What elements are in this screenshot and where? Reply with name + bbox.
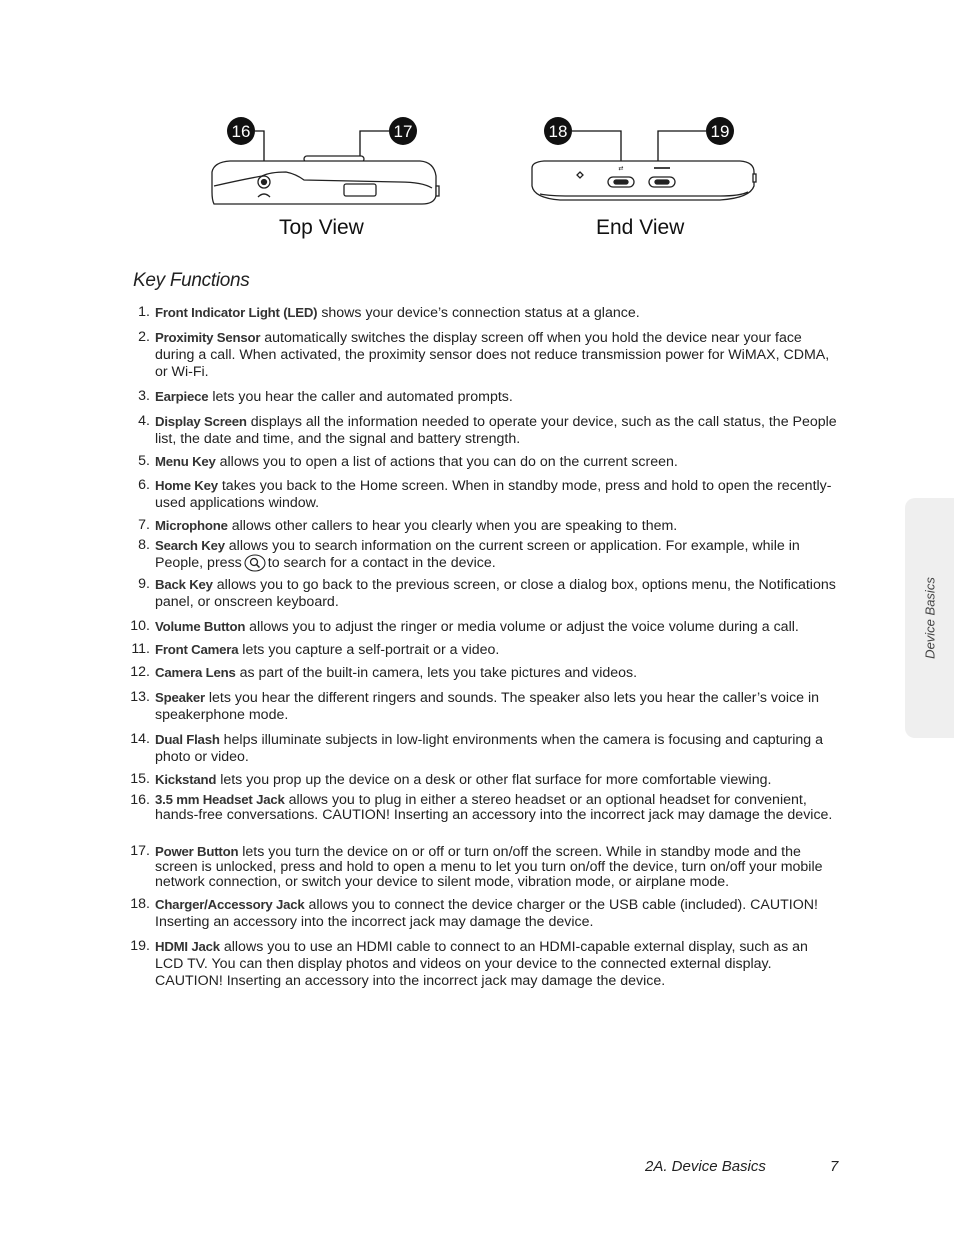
list-item <box>128 938 840 990</box>
list-item <box>128 576 840 611</box>
end-view-device <box>532 161 756 200</box>
callout-18 <box>544 117 572 145</box>
item-number: 3. <box>138 388 150 404</box>
item-term: Kickstand <box>155 772 217 787</box>
item-number: 2. <box>138 329 150 345</box>
item-term: HDMI Jack <box>155 939 220 954</box>
item-term: Display Screen <box>155 414 247 429</box>
top-view-device <box>212 156 439 204</box>
list-item <box>128 793 840 822</box>
item-number: 17. <box>130 843 150 859</box>
list-item <box>128 896 840 931</box>
item-text: displays all the information needed to operate your device, such as the call status, the People list, the date and time, and the signal and battery strength. <box>155 414 837 447</box>
item-text: automatically switches the display screen off when you hold the device near your face during a call. When activated, the proximity sensor does not reduce transmission power for WiMAX, CDMA, or Wi-Fi. <box>155 330 830 380</box>
item-term: Front Camera <box>155 642 239 657</box>
list-item <box>128 538 840 572</box>
list-item <box>128 329 840 381</box>
item-text-after: to search for a contact in the device. <box>267 555 496 571</box>
page-number: 7 <box>830 1158 839 1175</box>
item-text: allows you to go back to the previous screen, or close a dialog box, options menu, the Notifications panel, or onscreen keyboard. <box>155 577 836 610</box>
item-term: Dual Flash <box>155 732 220 747</box>
side-tab-label: Device Basics <box>922 577 938 659</box>
list-item <box>128 664 840 682</box>
section-title: Key Functions <box>133 270 250 291</box>
item-text: allows other callers to hear you clearly when you are speaking to them. <box>231 518 678 534</box>
item-number: 16. <box>130 792 150 808</box>
top-view-label: Top View <box>279 216 364 239</box>
item-text: allows you to plug in either a stereo headset or an optional headset for convenient, hands-free conversations. CAUTION! Inserting an accessory into the incorrect jack may damage the device. <box>155 792 833 823</box>
item-term: 3.5 mm Headset Jack <box>155 792 285 807</box>
item-text: shows your device’s connection status at a glance. <box>321 305 640 321</box>
list-item <box>128 641 840 659</box>
svg-text:⇄: ⇄ <box>618 165 624 172</box>
list-item <box>128 689 840 724</box>
item-number: 10. <box>130 618 150 634</box>
item-text: helps illuminate subjects in low-light environments when the camera is focusing and capturing a photo or video. <box>155 732 823 765</box>
item-number: 9. <box>138 576 150 592</box>
callout-19-label: 19 <box>710 122 730 141</box>
end-view-label: End View <box>596 216 685 239</box>
item-number: 18. <box>130 896 150 912</box>
callout-16-label: 16 <box>231 122 251 141</box>
list-item <box>128 304 840 322</box>
item-number: 15. <box>130 771 150 787</box>
callout-19 <box>706 117 734 145</box>
item-number: 13. <box>130 689 150 705</box>
item-number: 8. <box>138 537 150 553</box>
search-key-icon <box>244 554 266 572</box>
list-item <box>128 413 840 448</box>
item-number: 19. <box>130 938 150 954</box>
item-text: as part of the built-in camera, lets you take pictures and videos. <box>239 665 638 681</box>
item-number: 12. <box>130 664 150 680</box>
item-term: Earpiece <box>155 389 209 404</box>
item-text: lets you capture a self-portrait or a video. <box>242 642 500 658</box>
list-item <box>128 771 840 789</box>
callout-17-label: 17 <box>393 122 413 141</box>
item-text: allows you to open a list of actions that you can do on the current screen. <box>219 454 678 470</box>
item-text: lets you prop up the device on a desk or other flat surface for more comfortable viewing. <box>220 772 772 788</box>
item-number: 11. <box>131 641 150 657</box>
item-text: allows you to adjust the ringer or media volume or adjust the voice volume during a call. <box>249 619 799 635</box>
item-text: allows you to search information on the current screen or application. For example, while in People, press <box>155 538 800 571</box>
item-text: lets you hear the different ringers and sounds. The speaker also lets you hear the caller’s voice in speakerphone mode. <box>155 690 820 723</box>
callout-17 <box>389 117 417 145</box>
item-term: Speaker <box>155 690 205 705</box>
item-text: allows you to use an HDMI cable to connect to an HDMI-capable external display, such as an LCD TV. You can then display photos and videos on your device to the connected external display. CAUTION! Inserting an accessory into the incorrect jack may damage the device. <box>155 939 808 989</box>
list-item <box>128 517 840 535</box>
list-item <box>128 477 840 512</box>
item-number: 7. <box>138 517 150 533</box>
item-term: Menu Key <box>155 454 216 469</box>
item-text: lets you hear the caller and automated prompts. <box>212 389 513 405</box>
callout-18-label: 18 <box>548 122 568 141</box>
item-term: Volume Button <box>155 619 246 634</box>
item-number: 1. <box>138 304 150 320</box>
item-term: Camera Lens <box>155 665 236 680</box>
item-number: 5. <box>138 453 150 469</box>
item-text: allows you to connect the device charger or the USB cable (included). CAUTION! Inserting an accessory into the incorrect jack may damage the device. <box>155 897 818 930</box>
item-term: Front Indicator Light (LED) <box>155 305 318 320</box>
item-term: Search Key <box>155 538 225 553</box>
list-item <box>128 388 840 406</box>
item-text: lets you turn the device on or off or turn on/off the screen. While in standby mode and the screen is unlocked, press and hold to open a menu to let you turn on/off the device, turn on/off your mobile network connection, or switch your device to silent mode, vibration mode, or airplane mode. <box>155 844 823 890</box>
list-item <box>128 731 840 766</box>
item-number: 14. <box>130 731 150 747</box>
item-number: 6. <box>138 477 150 493</box>
item-term: Back Key <box>155 577 213 592</box>
list-item <box>128 844 840 890</box>
callout-16 <box>227 117 255 145</box>
device-views-diagram <box>200 110 770 220</box>
item-term: Proximity Sensor <box>155 330 261 345</box>
item-text: takes you back to the Home screen. When in standby mode, press and hold to open the recently-used applications window. <box>155 478 832 511</box>
list-item <box>128 618 840 636</box>
item-term: Home Key <box>155 478 218 493</box>
footer-section-title: 2A. Device Basics <box>645 1158 766 1175</box>
item-term: Power Button <box>155 844 239 859</box>
list-item <box>128 453 840 471</box>
item-term: Microphone <box>155 518 228 533</box>
item-number: 4. <box>138 413 150 429</box>
item-term: Charger/Accessory Jack <box>155 897 305 912</box>
